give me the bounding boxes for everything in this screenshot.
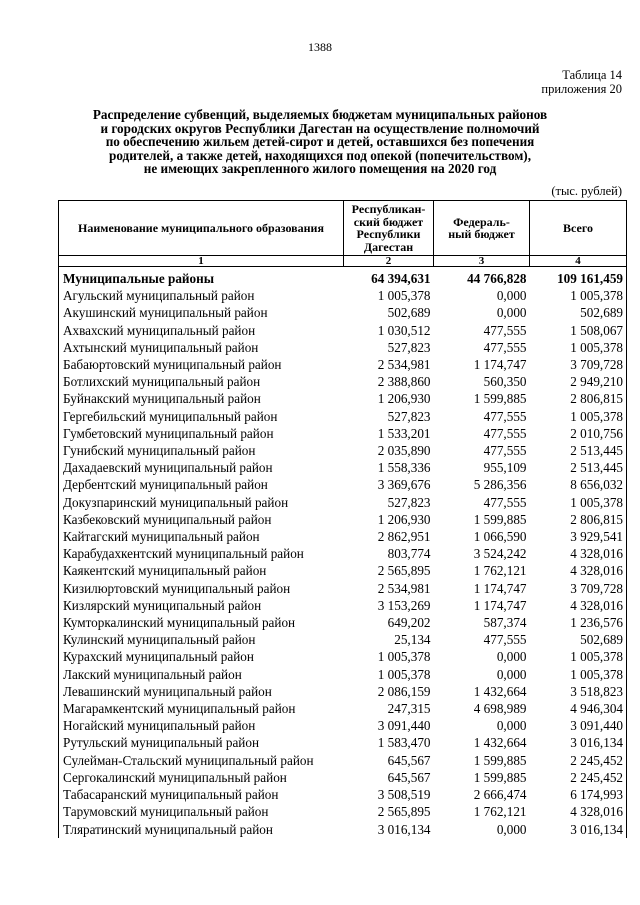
federal-budget-value: 1 174,747 [473,357,527,373]
table-row [59,683,627,700]
table-row [59,356,627,373]
table-row [59,786,627,803]
title-line: и городских округов Республики Дагестан на осуществление полномочий [100,120,540,136]
table-row [59,390,627,407]
column-number: 2 [344,256,434,267]
table-row [59,408,627,425]
republic-budget-value: 2 388,860 [377,374,431,390]
title-line: по обеспечению жильем детей-сирот и детей, оставшихся без попечения [105,134,535,150]
page-number: 1388 [308,40,332,54]
republic-budget-value: 1 583,470 [377,735,431,751]
district-name: Акушинский муниципальный район [59,304,344,321]
republic-budget-value: 2 035,890 [377,443,431,459]
district-name: Бабаюртовский муниципальный район [59,356,344,373]
republic-budget-value: 502,689 [387,305,431,321]
district-name: Лакский муниципальный район [59,666,344,683]
column-number-row [59,256,627,267]
table-row [59,614,627,631]
republic-budget-value: 2 565,895 [377,804,431,820]
total-value: 4 328,016 [530,803,627,820]
federal-budget-value: 955,109 [483,460,527,476]
federal-budget-value: 1 174,747 [473,580,527,596]
federal-budget-value: 0,000 [496,288,527,304]
total-value: 4 328,016 [530,562,627,579]
republic-budget-value: 527,823 [387,339,431,355]
federal-budget-value: 477,555 [483,339,527,355]
republic-budget-value: 1 030,512 [377,322,431,338]
district-name: Сергокалинский муниципальный район [59,769,344,786]
federal-budget-value: 1 432,664 [473,735,527,751]
federal-budget-value: 1 066,590 [473,529,527,545]
district-name: Левашинский муниципальный район [59,683,344,700]
district-name: Курахский муниципальный район [59,648,344,665]
total-value: 2 513,445 [530,459,627,476]
district-name: Дербентский муниципальный район [59,476,344,493]
republic-budget-value: 1 558,336 [377,460,431,476]
federal-budget-value: 1 762,121 [473,563,527,579]
total-value: 1 005,378 [530,339,627,356]
federal-budget-value: 2 666,474 [473,787,527,803]
total-value: 1 005,378 [530,648,627,665]
table-row [59,752,627,769]
table-row [59,322,627,339]
table-row [59,597,627,614]
table-row [59,700,627,717]
federal-budget-value: 477,555 [483,443,527,459]
republic-budget-value: 3 091,440 [377,718,431,734]
table-row [59,803,627,820]
district-name: Ботлихский муниципальный район [59,373,344,390]
federal-budget-value: 1 432,664 [473,683,527,699]
district-name: Кизлярский муниципальный район [59,597,344,614]
federal-budget-value: 1 599,885 [473,769,527,785]
district-name: Кайтагский муниципальный район [59,528,344,545]
federal-budget-value: 0,000 [496,666,527,682]
total-value: 4 328,016 [530,545,627,562]
federal-budget-value: 477,555 [483,322,527,338]
federal-budget-value: 560,350 [483,374,527,390]
total-value: 1 005,378 [530,494,627,511]
district-name: Кумторкалинский муниципальный район [59,614,344,631]
total-value: 1 005,378 [530,287,627,304]
republic-budget-value: 2 534,981 [377,580,431,596]
table-row [59,476,627,493]
table-row [59,545,627,562]
table-row [59,666,627,683]
title-line: Распределение субвенций, выделяемых бюджетам муниципальных районов [92,107,548,122]
total-value: 3 091,440 [530,717,627,734]
republic-budget-value: 2 862,951 [377,529,431,545]
district-name: Дахадаевский муниципальный район [59,459,344,476]
republic-budget-value: 645,567 [387,752,431,768]
federal-budget-value: 477,555 [483,632,527,648]
table-row [59,373,627,390]
district-name: Ахтынский муниципальный район [59,339,344,356]
header-name: Наименование муниципального образования [59,201,344,256]
federal-budget-value: 587,374 [483,615,527,631]
table-row [59,425,627,442]
republic-budget-value: 527,823 [387,408,431,424]
units-note: (тыс. рублей) [551,184,622,198]
table-number: Таблица 14 [562,68,622,82]
table-row [59,769,627,786]
total-value: 3 518,823 [530,683,627,700]
column-number: 4 [530,256,627,267]
district-name: Тарумовский муниципальный район [59,803,344,820]
district-name: Докузпаринский муниципальный район [59,494,344,511]
total-value: 2 245,452 [530,769,627,786]
table-row [59,528,627,545]
title-line: не имеющих закрепленного жилого помещения на 2020 год [143,161,497,177]
republic-budget-value: 1 533,201 [377,425,431,441]
appendix-number: приложения 20 [541,82,622,96]
table-row [59,648,627,665]
district-name: Кулинский муниципальный район [59,631,344,648]
total-value: 2 806,815 [530,390,627,407]
federal-budget-value: 0,000 [496,821,527,837]
republic-budget-value: 527,823 [387,494,431,510]
total-value: 1 508,067 [530,322,627,339]
district-name: Рутульский муниципальный район [59,734,344,751]
republic-budget-value: 1 206,930 [377,511,431,527]
table-row [59,631,627,648]
header-republic-budget: Республикан- ский бюджет Республики Дагестан [344,201,434,256]
table-row [59,717,627,734]
total-value: 3 709,728 [530,580,627,597]
total-value: 8 656,032 [530,476,627,493]
republic-budget-value: 645,567 [387,769,431,785]
table-row [59,821,627,838]
federal-budget-value: 1 174,747 [473,597,527,613]
table-header-row [59,201,627,256]
subventions-table [58,200,627,838]
federal-budget-value: 1 599,885 [473,752,527,768]
district-name: Гумбетовский муниципальный район [59,425,344,442]
republic-budget-value: 247,315 [387,701,431,717]
district-name: Кизилюртовский муниципальный район [59,580,344,597]
district-name: Сулейман-Стальский муниципальный район [59,752,344,769]
republic-budget-value: 3 508,519 [377,787,431,803]
federal-budget-value: 477,555 [483,494,527,510]
republic-budget-value: 649,202 [387,615,431,631]
federal-budget-value: 1 599,885 [473,511,527,527]
republic-budget-value: 1 005,378 [377,288,431,304]
table-row [59,494,627,511]
district-name: Каякентский муниципальный район [59,562,344,579]
total-value: 3 709,728 [530,356,627,373]
summary-federal: 44 766,828 [467,271,527,286]
table-row [59,442,627,459]
republic-budget-value: 1 005,378 [377,649,431,665]
total-value: 1 005,378 [530,408,627,425]
district-name: Ахвахский муниципальный район [59,322,344,339]
table-row [59,287,627,304]
total-value: 3 929,541 [530,528,627,545]
table-row [59,511,627,528]
total-value: 1 236,576 [530,614,627,631]
district-name: Казбековский муниципальный район [59,511,344,528]
total-value: 502,689 [530,631,627,648]
table-row [59,339,627,356]
column-number: 1 [59,256,344,267]
federal-budget-value: 477,555 [483,408,527,424]
republic-budget-value: 1 206,930 [377,391,431,407]
district-name: Агульский муниципальный район [59,287,344,304]
document-title [60,108,580,176]
total-value: 4 328,016 [530,597,627,614]
table-row [59,459,627,476]
federal-budget-value: 1 762,121 [473,804,527,820]
republic-budget-value: 2 086,159 [377,683,431,699]
column-number: 3 [434,256,530,267]
summary-name: Муниципальные районы [59,267,344,288]
total-value: 2 245,452 [530,752,627,769]
federal-budget-value: 477,555 [483,425,527,441]
summary-total: 109 161,459 [530,267,627,288]
total-value: 3 016,134 [530,821,627,838]
header-total: Всего [530,201,627,256]
republic-budget-value: 2 565,895 [377,563,431,579]
total-value: 2 010,756 [530,425,627,442]
total-value: 4 946,304 [530,700,627,717]
federal-budget-value: 5 286,356 [473,477,527,493]
federal-budget-value: 1 599,885 [473,391,527,407]
district-name: Гергебильский муниципальный район [59,408,344,425]
total-value: 1 005,378 [530,666,627,683]
total-value: 6 174,993 [530,786,627,803]
title-line: родителей, а также детей, находящихся под опекой (попечительством), [109,147,531,163]
table-row [59,304,627,321]
republic-budget-value: 1 005,378 [377,666,431,682]
federal-budget-value: 4 698,989 [473,701,527,717]
summary-republic: 64 394,631 [371,271,431,286]
total-value: 2 513,445 [530,442,627,459]
district-name: Карабудахкентский муниципальный район [59,545,344,562]
federal-budget-value: 0,000 [496,649,527,665]
district-name: Гунибский муниципальный район [59,442,344,459]
republic-budget-value: 25,134 [394,632,431,648]
republic-budget-value: 803,774 [387,546,431,562]
district-name: Ногайский муниципальный район [59,717,344,734]
district-name: Магарамкентский муниципальный район [59,700,344,717]
federal-budget-value: 0,000 [496,718,527,734]
total-value: 3 016,134 [530,734,627,751]
federal-budget-value: 3 524,242 [473,546,527,562]
republic-budget-value: 2 534,981 [377,357,431,373]
table-row [59,734,627,751]
republic-budget-value: 3 016,134 [377,821,431,837]
table-row [59,562,627,579]
district-name: Тляратинский муниципальный район [59,821,344,838]
header-federal-budget: Федераль- ный бюджет [434,201,530,256]
table-reference [541,68,622,96]
summary-row [59,267,627,288]
total-value: 2 806,815 [530,511,627,528]
republic-budget-value: 3 153,269 [377,597,431,613]
republic-budget-value: 3 369,676 [377,477,431,493]
total-value: 502,689 [530,304,627,321]
table-row [59,580,627,597]
federal-budget-value: 0,000 [496,305,527,321]
district-name: Буйнакский муниципальный район [59,390,344,407]
district-name: Табасаранский муниципальный район [59,786,344,803]
total-value: 2 949,210 [530,373,627,390]
